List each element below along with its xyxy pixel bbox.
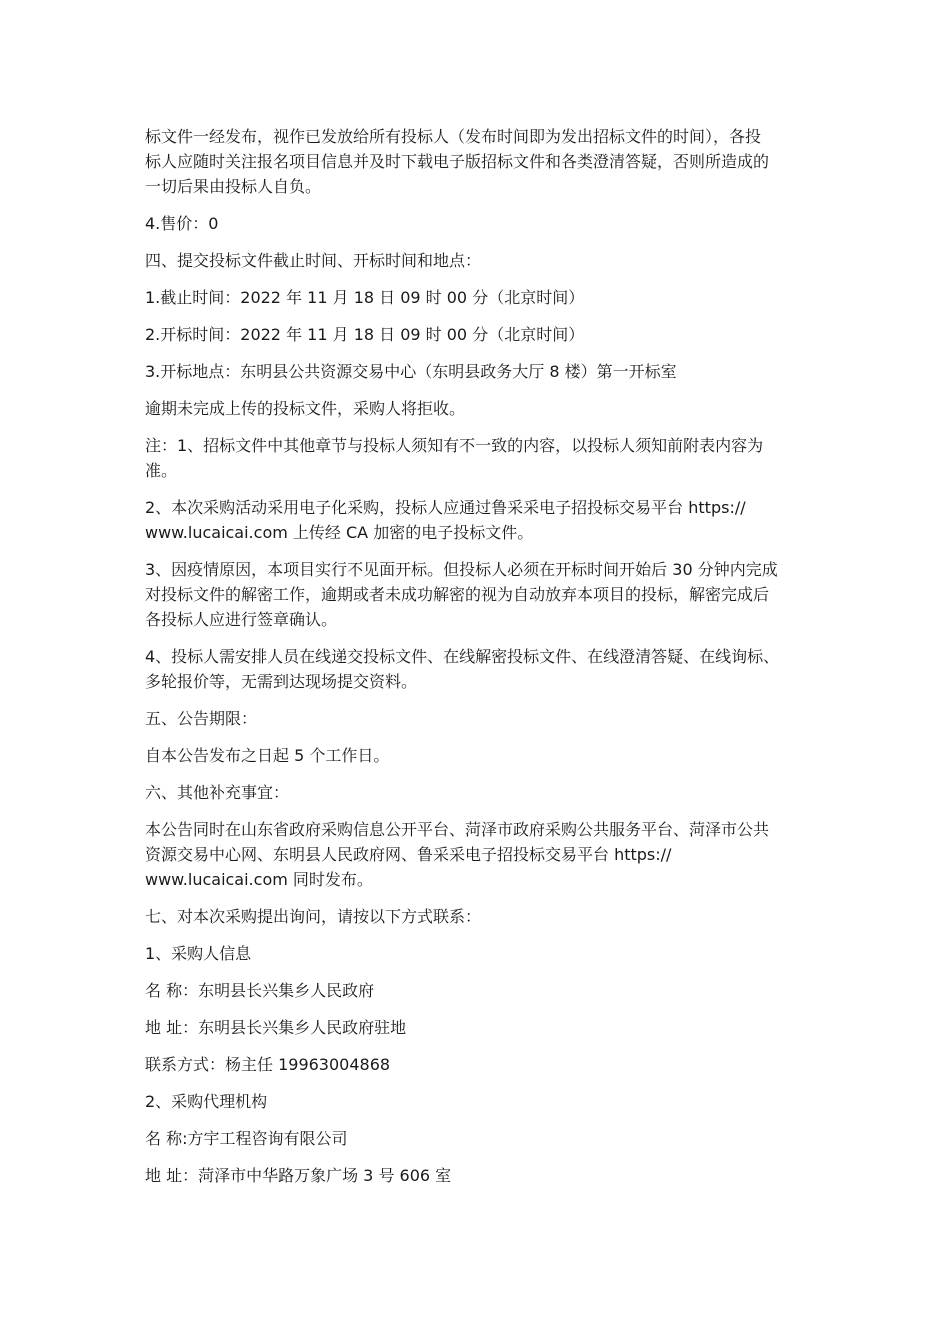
paragraph-publication-platforms: 本公告同时在山东省政府采购信息公开平台、菏泽市政府采购公共服务平台、菏泽市公共 资源交易中心网、东明县人民政府网、鲁采采电子招投标交易平台 https:// www.lucaicai.com 同时发布。 [145,820,770,889]
paragraph-late-rejection: 逾期未完成上传的投标文件，采购人将拒收。 [145,399,466,418]
subheading-agency-info: 2、采购代理机构 [145,1092,268,1111]
paragraph-note-2: 2、本次采购活动采用电子化采购，投标人应通过鲁采采电子招投标交易平台 https:// www.lucaicai.com 上传经 CA 加密的电子投标文件。 [145,498,746,542]
agency-name: 名 称:方宇工程咨询有限公司 [145,1129,348,1148]
section-heading-contact: 七、对本次采购提出询问，请按以下方式联系： [145,907,482,926]
subheading-purchaser-info: 1、采购人信息 [145,944,252,963]
document-body [145,124,810,1200]
section-heading-deadline: 四、提交投标文件截止时间、开标时间和地点： [145,251,482,270]
paragraph-opening-location: 3.开标地点：东明县公共资源交易中心（东明县政务大厅 8 楼）第一开标室 [145,362,677,381]
section-heading-notice-period: 五、公告期限： [145,709,258,728]
agency-address: 地 址：菏泽市中华路万象广场 3 号 606 室 [145,1166,452,1185]
paragraph-deadline-time: 1.截止时间：2022 年 11 月 18 日 09 时 00 分（北京时间） [145,288,585,307]
paragraph-opening-time: 2.开标时间：2022 年 11 月 18 日 09 时 00 分（北京时间） [145,325,585,344]
paragraph-note-1: 注：1、招标文件中其他章节与投标人须知有不一致的内容，以投标人须知前附表内容为 准。 [145,436,764,480]
paragraph-price: 4.售价：0 [145,214,219,233]
section-heading-other-matters: 六、其他补充事宜： [145,783,290,802]
paragraph-notice-period: 自本公告发布之日起 5 个工作日。 [145,746,390,765]
purchaser-contact: 联系方式：杨主任 19963004868 [145,1055,391,1074]
paragraph-note-3: 3、因疫情原因，本项目实行不见面开标。但投标人必须在开标时间开始后 30 分钟内完成 对投标文件的解密工作，逾期或者未成功解密的视为自动放弃本项目的投标，解密完成后 各投标人应进行签章确认。 [145,560,778,629]
paragraph-bid-file-release: 标文件一经发布，视作已发放给所有投标人（发布时间即为发出招标文件的时间），各投 标人应随时关注报名项目信息并及时下载电子版招标文件和各类澄清答疑，否则所造成的 一切后果由投标人自负。 [145,127,770,196]
paragraph-note-4: 4、投标人需安排人员在线递交投标文件、在线解密投标文件、在线澄清答疑、在线询标、 多轮报价等，无需到达现场提交资料。 [145,647,780,691]
purchaser-name: 名 称：东明县长兴集乡人民政府 [145,981,375,1000]
purchaser-address: 地 址：东明县长兴集乡人民政府驻地 [145,1018,407,1037]
